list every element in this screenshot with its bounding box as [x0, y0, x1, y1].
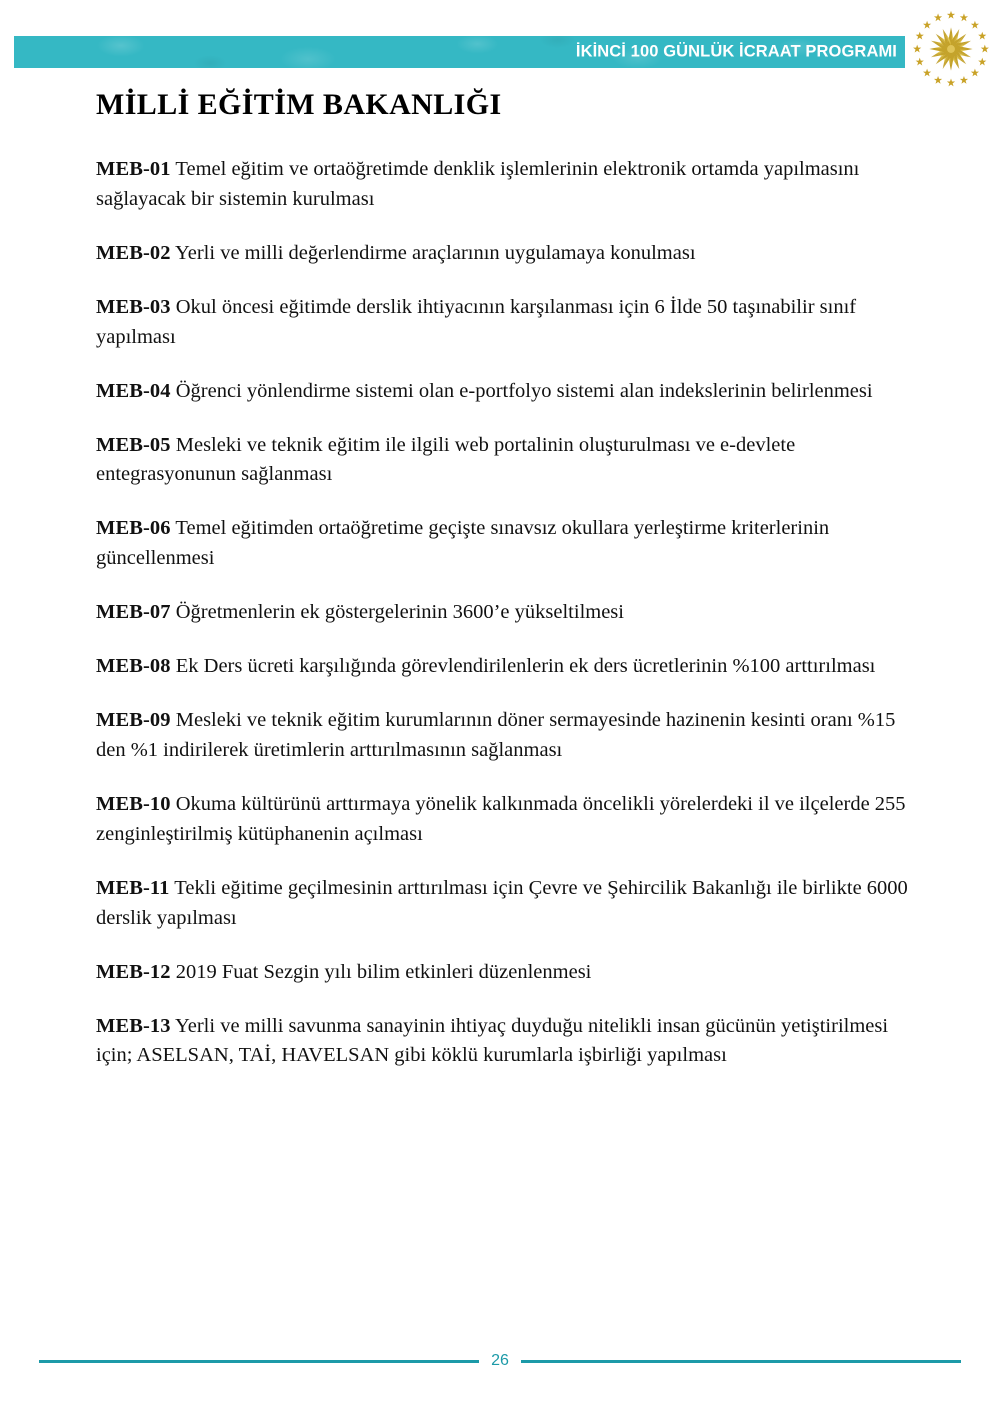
list-item	[96, 293, 908, 353]
program-title: İKİNCİ 100 GÜNLÜK İCRAAT PROGRAMI	[575, 42, 897, 61]
item-code: MEB-11	[96, 876, 170, 899]
item-code: MEB-06	[96, 517, 171, 540]
item-code: MEB-04	[96, 379, 171, 402]
item-text: Öğrenci yönlendirme sistemi olan e-portfolyo sistemi alan indekslerinin belirlenmesi	[175, 379, 873, 402]
action-item-list	[96, 155, 908, 1071]
item-text: Okuma kültürünü arttırmaya yönelik kalkınmada öncelikli yörelerdeki il ve ilçelerde 255 zenginleştirilmiş kütüphanenin açılması	[96, 792, 906, 845]
item-code: MEB-07	[96, 601, 171, 624]
item-code: MEB-12	[96, 960, 171, 983]
list-item	[96, 790, 908, 850]
item-text: Temel eğitimden ortaöğretime geçişte sınavsız okullara yerleştirme kriterlerinin güncellenmesi	[96, 517, 830, 570]
list-item	[96, 874, 908, 934]
item-code: MEB-03	[96, 295, 171, 318]
page-footer	[0, 1349, 1000, 1373]
item-text: Okul öncesi eğitimde derslik ihtiyacının karşılanması için 6 İlde 50 taşınabilir sınıf yapılması	[96, 295, 857, 348]
list-item	[96, 1012, 908, 1072]
list-item	[96, 652, 908, 682]
footer-rule-right	[521, 1360, 961, 1363]
item-code: MEB-13	[96, 1014, 171, 1037]
item-text: Temel eğitim ve ortaöğretimde denklik işlemlerinin elektronik ortamda yapılmasını sağlayacak bir sistemin kurulması	[96, 158, 860, 210]
turkish-presidency-emblem-icon	[904, 2, 998, 96]
item-text: Yerli ve milli değerlendirme araçlarının uygulamaya konulması	[175, 241, 696, 264]
item-text: Tekli eğitime geçilmesinin arttırılması için Çevre ve Şehircilik Bakanlığı ile birlikte 6000 derslik yapılması	[96, 876, 908, 929]
list-item	[96, 431, 908, 491]
list-item	[96, 514, 908, 574]
list-item	[96, 958, 908, 988]
list-item	[96, 155, 908, 215]
item-text: Mesleki ve teknik eğitim ile ilgili web portalinin oluşturulması ve e-devlete entegrasyonunun sağlanması	[96, 433, 796, 486]
item-code: MEB-08	[96, 655, 171, 678]
item-text: 2019 Fuat Sezgin yılı bilim etkinleri düzenlenmesi	[175, 960, 592, 983]
page-title: MİLLİ EĞİTİM BAKANLIĞI	[96, 88, 502, 121]
item-code: MEB-05	[96, 433, 171, 456]
item-code: MEB-09	[96, 709, 171, 732]
item-code: MEB-10	[96, 792, 171, 815]
footer-rule-left	[39, 1360, 479, 1363]
item-text: Öğretmenlerin ek göstergelerinin 3600’e yükseltilmesi	[175, 601, 624, 624]
list-item	[96, 377, 908, 407]
item-text: Mesleki ve teknik eğitim kurumlarının döner sermayesinde hazinenin kesinti oranı %15 den %1 indirilerek üretimlerin arttırılmasının sağlanması	[96, 709, 896, 761]
list-item	[96, 706, 908, 766]
item-code: MEB-01	[96, 158, 171, 180]
list-item	[96, 239, 908, 269]
list-item	[96, 598, 908, 628]
page-number: 26	[491, 1352, 509, 1369]
item-text: Yerli ve milli savunma sanayinin ihtiyaç duyduğu nitelikli insan gücünün yetiştirilmesi için; ASELSAN, TAİ, HAVELSAN gibi köklü kurumlarla işbirliği yapılması	[96, 1014, 889, 1067]
item-code: MEB-02	[96, 241, 171, 264]
item-text: Ek Ders ücreti karşılığında görevlendirilenlerin ek ders ücretlerinin %100 arttırılması	[175, 655, 876, 678]
header-banner-bar	[14, 36, 905, 68]
page-header	[0, 0, 1000, 100]
page-content	[96, 88, 908, 1071]
